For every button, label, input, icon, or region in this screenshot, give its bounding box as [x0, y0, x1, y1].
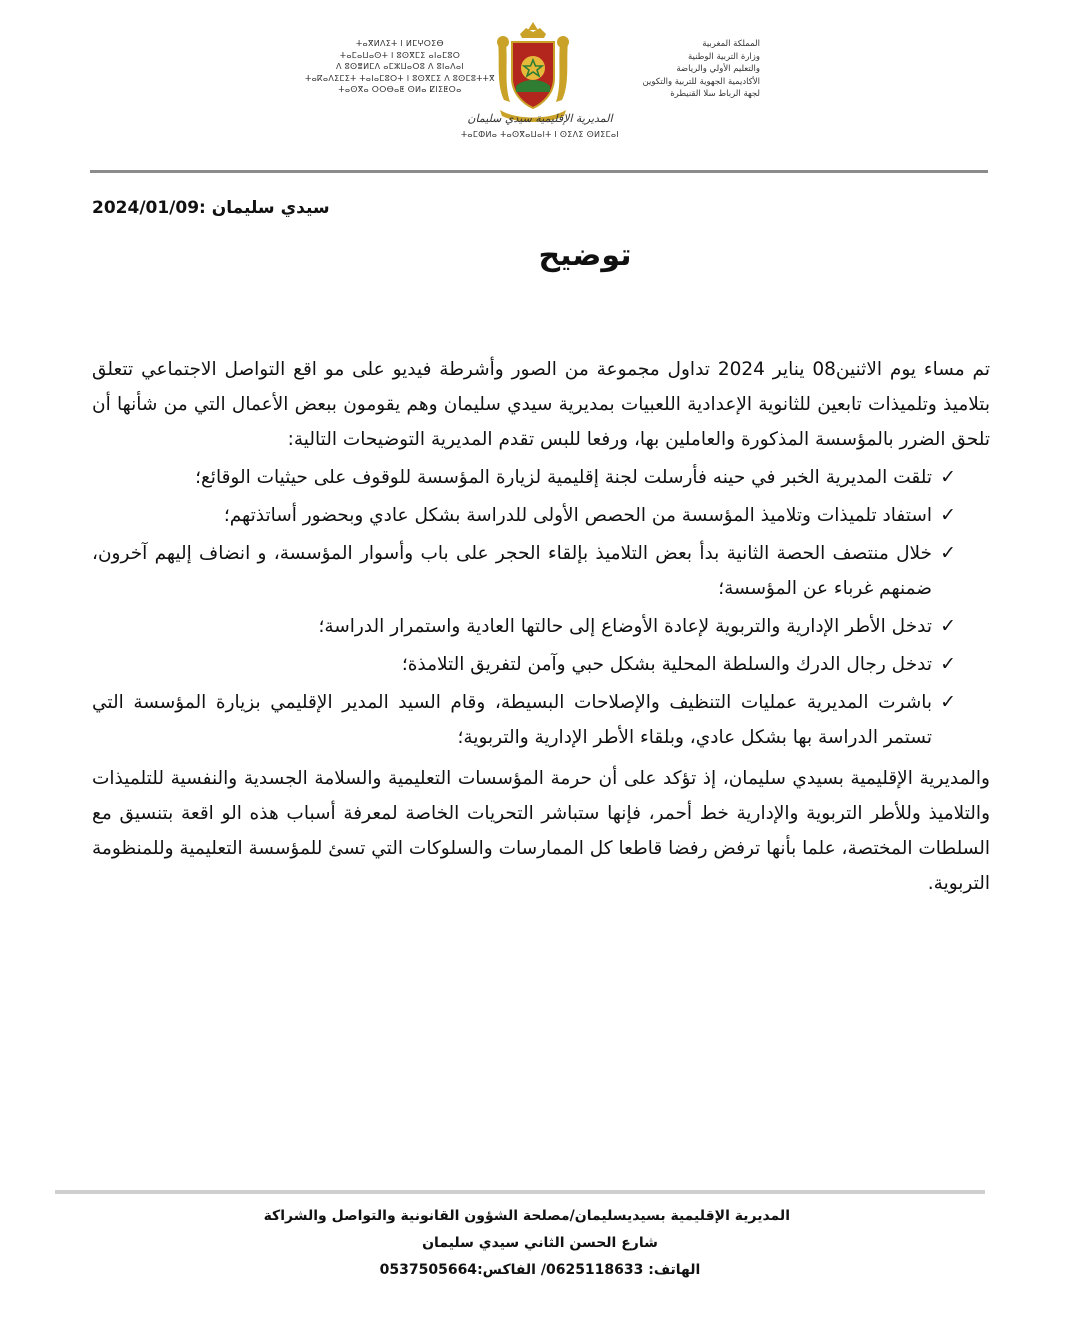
letterhead-tifinagh [300, 38, 500, 96]
checkmark-icon: ✓ [940, 615, 956, 637]
list-item-text: باشرت المديرية عمليات التنظيف والإصلاحات البسيطة، وقام السيد المدير الإقليمي بزيارة المؤسسة التي تستمر الدراسة بها بشكل عادي، وبلقاء الأطر الإدارية والتربوية؛ [92, 692, 932, 748]
letterhead [0, 0, 1079, 170]
tifinagh-line: ⵜⴰⴽⴰⴷⵉⵎⵉⵜ ⵜⴰⵏⴰⵎⵓⵔⵜ ⵏ ⵓⵙⴳⵎⵉ ⴷ ⵓⵙⵎⵓⵜⵜⴳ [305, 73, 495, 83]
tifinagh-line: ⵜⴰⴳⵍⴷⵉⵜ ⵏ ⵍⵎⵖⵔⵉⴱ [356, 39, 444, 48]
footer-address: شارع الحسن الثاني سيدي سليمان [422, 1235, 658, 1251]
directorate-name-tifinagh: ⵜⴰⵎⵀⵍⴰ ⵜⴰⵙⴳⴰⵡⴰⵏⵜ ⵏ ⵙⵉⴷⵉ ⵙⵍⵉⵎⴰⵏ [460, 130, 620, 139]
checkmark-icon: ✓ [940, 691, 956, 713]
footer-divider [55, 1190, 985, 1194]
footer-contact: الهاتف: 0625118633/ الفاكس:0537505664 [379, 1262, 701, 1278]
list-item [92, 498, 990, 533]
arabic-head-line: الأكاديمية الجهوية للتربية والتكوين [642, 76, 760, 87]
checkmark-icon: ✓ [940, 542, 956, 564]
checkmark-icon: ✓ [940, 504, 956, 526]
list-item [92, 647, 990, 682]
coat-of-arms-icon [486, 20, 580, 124]
document-title: توضيح [538, 238, 632, 273]
intro-paragraph: تم مساء يوم الاثنين08 يناير 2024 تداول مجموعة من الصور وأشرطة فيديو على مو اقع التواصل الاجتماعي تتعلق بتلاميذ وتلميذات تابعين للثانوية الإعدادية اللعبيات بمديرية سيدي سليمان وهم يقومون ببعض الأعمال التي من شأنها أن تلحق الضرر بالمؤسسة المذكورة والعاملين بها، ورفعا للبس تقدم المديرية التوضيحات التالية: [92, 359, 990, 450]
document-body [92, 352, 990, 901]
list-item-text: استفاد تلميذات وتلاميذ المؤسسة من الحصص الأولى للدراسة بشكل عادي وبحضور أساتذتهم؛ [223, 505, 932, 526]
closing-paragraph: والمديرية الإقليمية بسيدي سليمان، إذ تؤكد على أن حرمة المؤسسات التعليمية والسلامة الجسدية والنفسية للتلميذات والتلاميذ وللأطر التربوية والإدارية خط أحمر، فإنها ستباشر التحريات الخاصة لمعرفة أسباب هذه الو اقعة بتنسيق مع السلطات المختصة، علما بأنها ترفض رفضا قاطعا كل الممارسات والسلوكات التي تسئ للمؤسسة التعليمية وللمنظومة التربوية. [92, 768, 990, 894]
list-item [92, 685, 990, 755]
list-item-text: تدخل رجال الدرك والسلطة المحلية بشكل حبي وآمن لتفريق التلامذة؛ [401, 654, 932, 675]
checkmark-icon: ✓ [940, 653, 956, 675]
tifinagh-line: ⵜⴰⵎⴰⵡⴰⵙⵜ ⵏ ⵓⵙⴳⵎⵉ ⴰⵏⴰⵎⵓⵔ [339, 50, 461, 60]
directorate-name-arabic: المديرية الإقليمية سيدي سليمان [467, 112, 613, 125]
tifinagh-line: ⵜⴰⵙⴳⴰ ⵔⵔⴱⴰⵟ ⵙⵍⴰ ⵇⵏⵉⵟⵔⴰ [338, 85, 462, 94]
checkmark-icon: ✓ [940, 466, 956, 488]
list-item [92, 536, 990, 606]
list-item [92, 460, 990, 495]
list-item-text: تلقت المديرية الخبر في حينه فأرسلت لجنة إقليمية لزيارة المؤسسة للوقوف على حيثيات الوقائع؛ [195, 467, 932, 488]
header-divider [90, 170, 988, 173]
arabic-head-line: المملكة المغربية [702, 39, 760, 49]
document-date: سيدي سليمان :2024/01/09 [92, 198, 330, 218]
list-item-text: تدخل الأطر الإدارية والتربوية لإعادة الأوضاع إلى حالتها العادية واستمرار الدراسة؛ [318, 616, 932, 637]
arabic-head-line: والتعليم الأولي والرياضة [676, 64, 760, 74]
arabic-head-line: لجهة الرباط سلا القنيطرة [670, 89, 760, 99]
arabic-head-line: وزارة التربية الوطنية [687, 51, 760, 62]
list-item-text: خلال منتصف الحصة الثانية بدأ بعض التلاميذ بإلقاء الحجر على باب وأسوار المؤسسة، و انضاف إليهم آخرون، ضمنهم غرباء عن المؤسسة؛ [92, 543, 932, 599]
footer-department: المديرية الإقليمية بسيديسليمان/مصلحة الشؤون القانونية والتواصل والشراكة [263, 1208, 790, 1224]
list-item [92, 609, 990, 644]
letterhead-arabic [590, 38, 760, 101]
footer [263, 1203, 790, 1284]
tifinagh-line: ⴷ ⵓⵙⴻⵍⵎⴷ ⴰⵎⵣⵡⴰⵔⵓ ⴷ ⵓⵏⴰⴷⴰⵏ [335, 62, 465, 71]
points-list [92, 460, 990, 755]
